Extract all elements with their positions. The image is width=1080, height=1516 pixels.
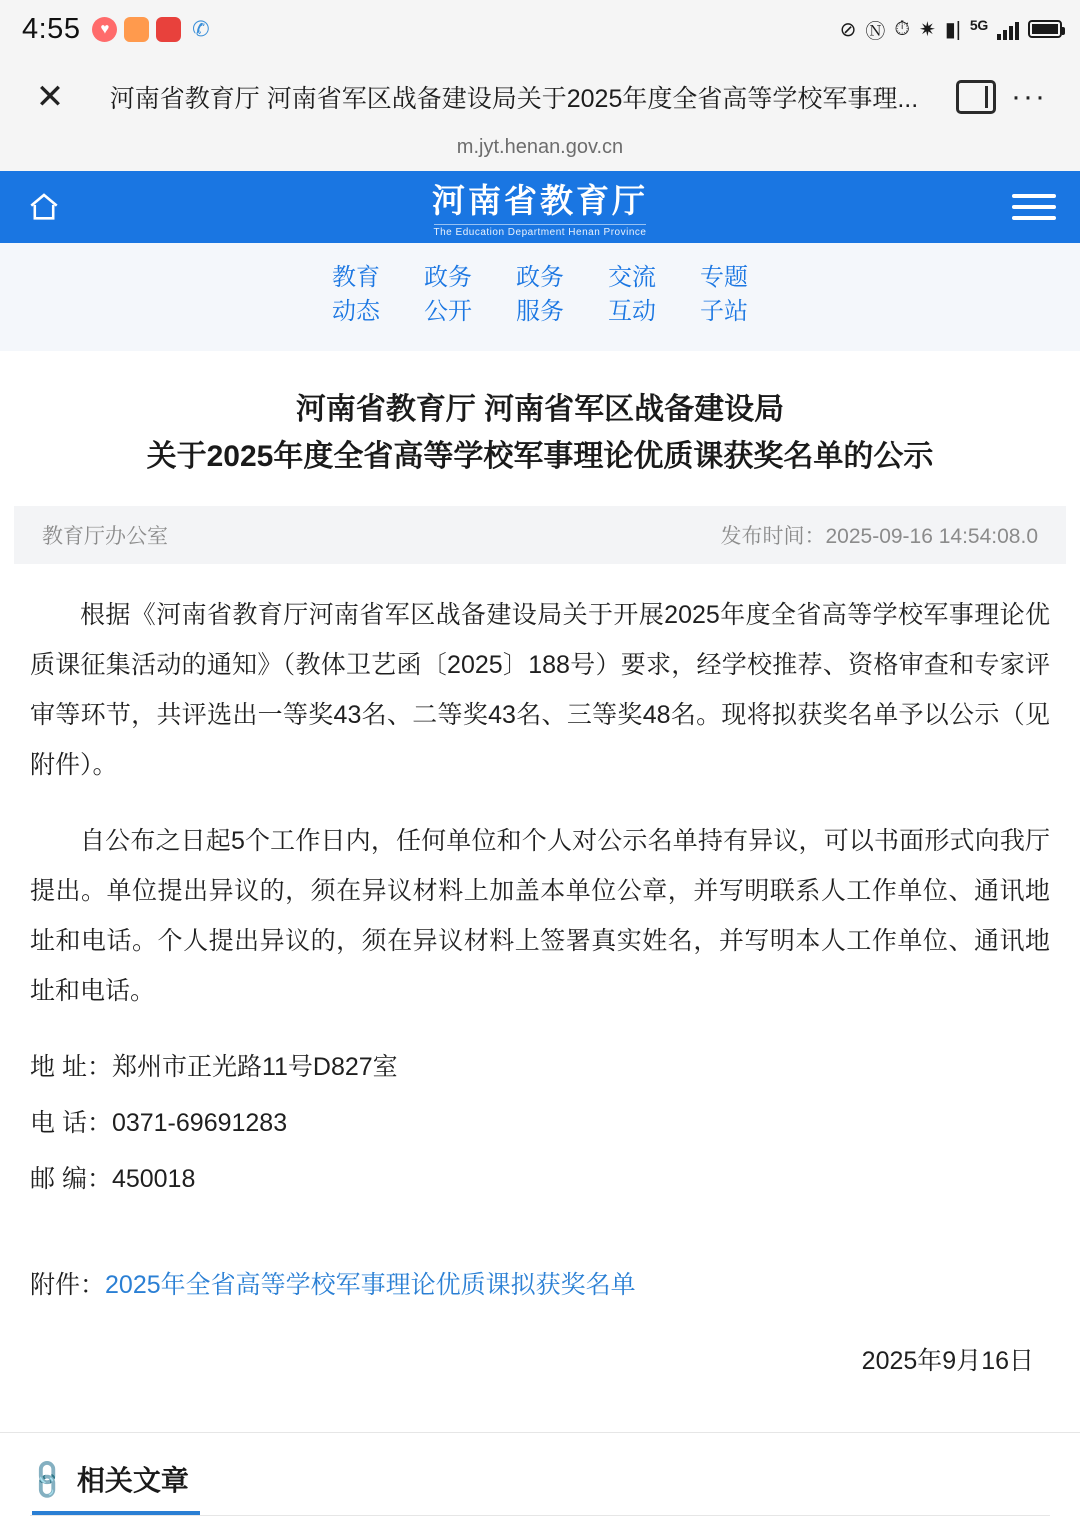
site-logo-cn: 河南省教育厅 [432, 183, 648, 220]
url-display[interactable]: m.jyt.henan.gov.cn [0, 136, 1080, 171]
site-logo [0, 175, 1080, 240]
nav-item-line2: 子站 [700, 298, 748, 326]
nav-item-line2: 服务 [516, 298, 564, 326]
hamburger-menu-icon[interactable] [1012, 194, 1056, 220]
attachment-row [30, 1260, 1050, 1310]
attachment-label: 附件： [30, 1271, 106, 1300]
nav-item-line2: 动态 [332, 298, 380, 326]
battery-icon [1028, 20, 1062, 38]
bluetooth-icon: ✷ [918, 18, 936, 41]
article-publish-time [720, 520, 1038, 550]
do-not-disturb-icon: ⊘ [839, 18, 857, 41]
article-meta [14, 506, 1066, 564]
link-icon: 🔗 [24, 1455, 71, 1503]
nav-item-special-subsites[interactable] [700, 261, 748, 329]
nfc-icon: Ⓝ [865, 20, 886, 43]
attachment-link[interactable]: 2025年全省高等学校军事理论优质课拟获奖名单 [105, 1271, 636, 1300]
contact-phone: 电 话：0371-69691283 [30, 1109, 288, 1138]
network-type-label: 5G [969, 17, 988, 33]
nav-item-line2: 公开 [424, 298, 472, 326]
nav-item-line1: 专题 [700, 264, 748, 291]
site-header [0, 171, 1080, 243]
related-title-underline [32, 1511, 200, 1515]
home-icon[interactable] [24, 187, 64, 227]
weibo-icon [156, 17, 181, 42]
status-bar [0, 0, 1080, 58]
publish-time-value: 2025-09-16 14:54:08.0 [825, 525, 1038, 549]
article-title-line1: 河南省教育厅 河南省军区战备建设局 [295, 393, 785, 427]
nav-item-line1: 政务 [516, 264, 564, 291]
nav-item-interaction[interactable] [608, 261, 656, 329]
article-source: 教育厅办公室 [42, 525, 168, 549]
nav-item-line1: 交流 [608, 264, 656, 291]
publish-time-label: 发布时间： [720, 525, 826, 549]
nav-item-government-disclosure[interactable] [424, 261, 472, 329]
contact-postcode: 邮 编：450018 [30, 1165, 196, 1194]
site-logo-en: The Education Department Henan Province [434, 224, 647, 238]
main-nav [0, 243, 1080, 351]
status-right-icons [840, 0, 1062, 58]
orange-app-icon [124, 17, 149, 42]
nav-item-line1: 教育 [332, 264, 380, 291]
article-paragraph: 根据《河南省教育厅河南省军区战备建设局关于开展2025年度全省高等学校军事理论优质课征集活动的通知》（教体卫艺函〔2025〕188号）要求，经学校推荐、资格审查和专家评审等环节，共评选出一等奖43名、二等奖43名、三等奖48名。现将拟获奖名单予以公示（见附件）。 [30, 601, 1050, 780]
more-options-icon[interactable]: ··· [1011, 80, 1047, 113]
close-icon[interactable]: ✕ [35, 78, 65, 116]
article [0, 351, 1080, 1386]
article-sign-date: 2025年9月16日 [861, 1347, 1034, 1376]
vibrate-icon: ▮| [944, 18, 961, 41]
signal-strength-icon [997, 18, 1019, 40]
status-clock: 4:55 [22, 12, 81, 45]
nav-item-education-news[interactable] [332, 261, 380, 329]
browser-title-wrap [82, 79, 946, 115]
article-title [0, 351, 1080, 506]
contact-address: 地 址：郑州市正光路11号D827室 [30, 1053, 398, 1082]
nav-item-line1: 政务 [424, 264, 472, 291]
browser-toolbar [0, 58, 1080, 136]
tabs-icon[interactable] [956, 80, 996, 114]
nav-item-line2: 互动 [608, 298, 656, 326]
related-articles-header [24, 1433, 1050, 1515]
related-articles-section [0, 1432, 1080, 1516]
alarm-icon: ⏱ [894, 17, 910, 40]
status-left-icons [92, 17, 213, 42]
article-paragraph: 自公布之日起5个工作日内，任何单位和个人对公示名单持有异议，可以书面形式向我厅提出。单位提出异议的，须在异议材料上加盖本单位公章，并写明联系人工作单位、通讯地址和电话。个人提出异议的，须在异议材料上签署真实姓名，并写明本人工作单位、通讯地址和电话。 [30, 827, 1050, 1006]
article-title-line2: 关于2025年度全省高等学校军事理论优质课获奖名单的公示 [146, 439, 934, 473]
page-title: 河南省教育厅 河南省军区战备建设局关于2025年度全省高等学校军事理... [109, 85, 919, 113]
wifi-icon: ✆ [192, 17, 210, 41]
related-articles-title: 相关文章 [76, 1465, 189, 1497]
article-body [0, 590, 1080, 1386]
heart-icon [92, 17, 117, 42]
contact-block [30, 1042, 1050, 1204]
nav-item-government-service[interactable] [516, 261, 564, 329]
